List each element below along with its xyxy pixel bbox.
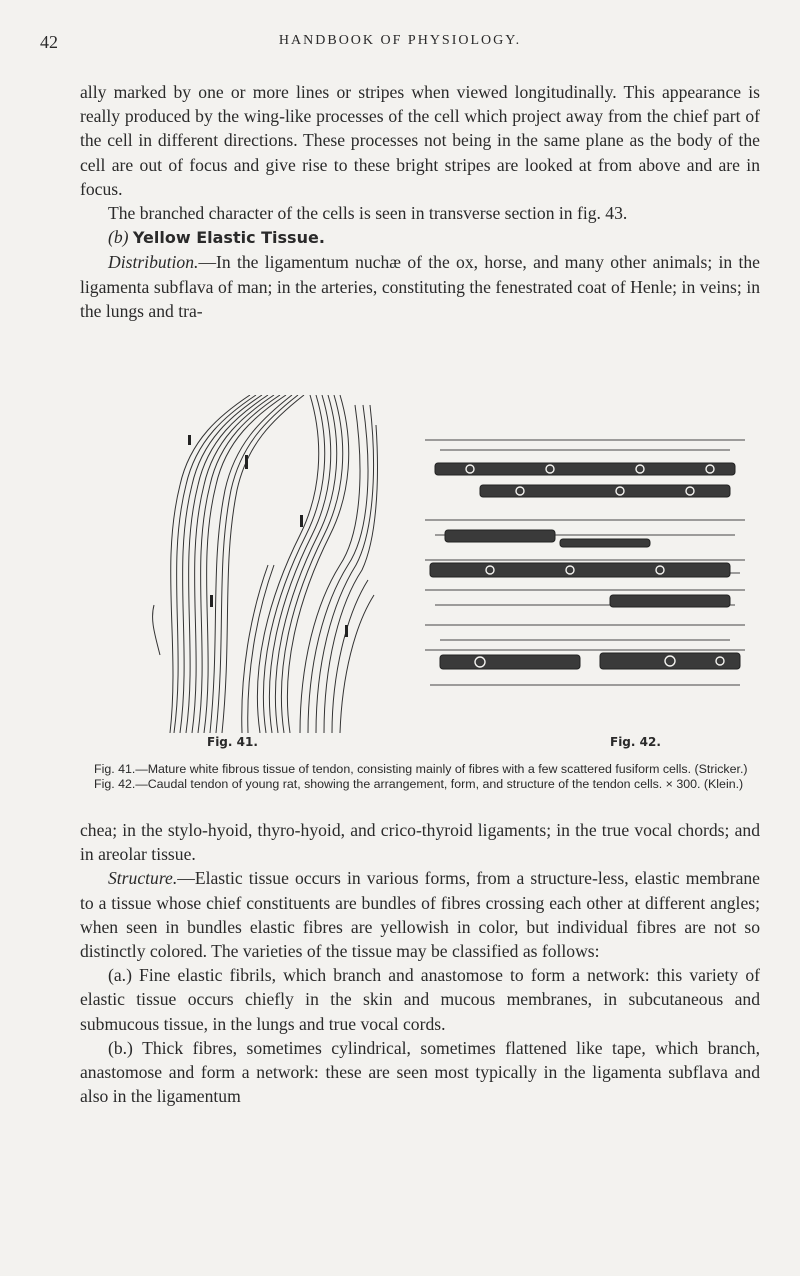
- paragraph-distribution: [80, 250, 760, 323]
- fig41-caption: Fig. 41.—Mature white fibrous tissue of tendon, consisting mainly of fibres with a few scattered fusiform cells. (Stricker.): [94, 762, 748, 776]
- paragraph-structure: [80, 866, 760, 963]
- paragraph-wing-processes: ally marked by one or more lines or stripes when viewed longitudinally. This appearance is really produced by the wing-like processes of the cell which project away from the chief part of the cell in different directions. These processes not being in the same plane as the body of the cell are out of focus and give rise to these bright stripes are looked at from above and are in focus.: [80, 82, 760, 199]
- paragraph-continuation: chea; in the stylo-hyoid, thyro-hyoid, and crico-thyroid ligaments; in the true vocal chords; and in areolar tissue.: [80, 820, 760, 865]
- distribution-text: —In the ligamentum nuchæ of the ox, horse, and many other animals; in the ligamenta subflava of man; in the arteries, constituting the fenestrated coat of Henle; in veins; in the lungs and tra-: [80, 252, 760, 321]
- text-block-top: [80, 80, 760, 323]
- figure-captions: [80, 762, 760, 792]
- fig42-label: Fig. 42.: [610, 735, 661, 749]
- fig42-illustration: [420, 395, 750, 695]
- distribution-lead: Distribution.: [108, 252, 199, 273]
- fig41-illustration: [150, 395, 380, 733]
- paragraph-branched-cells: The branched character of the cells is seen in transverse section in fig. 43.: [108, 203, 628, 224]
- paragraph-variety-a: (a.) Fine elastic fibrils, which branch and anastomose to form a network: this variety of elastic tissue occurs chiefly in the skin and mucous membranes, in subcutaneous and submucous tissue, in the lungs and true vocal cords.: [80, 965, 760, 1034]
- page-number: 42: [40, 32, 58, 52]
- paragraph-variety-b: (b.) Thick fibres, sometimes cylindrical, sometimes flattened like tape, which branch, anastomose and form a network: these are seen most typically in the ligamenta subflava and also in the ligamentum: [80, 1037, 760, 1107]
- structure-lead: Structure.: [108, 868, 178, 889]
- section-heading: [80, 225, 760, 250]
- page-header: [40, 32, 760, 56]
- fig41-label: Fig. 41.: [207, 735, 258, 749]
- figure-area: [150, 395, 750, 749]
- section-heading-title: Yellow Elastic Tissue.: [132, 228, 325, 248]
- running-head: HANDBOOK OF PHYSIOLOGY.: [278, 33, 522, 48]
- fig42-caption: Fig. 42.—Caudal tendon of young rat, showing the arrangement, form, and structure of the tendon cells. × 300. (Klein.): [94, 776, 744, 791]
- structure-text: —Elastic tissue occurs in various forms, from a structure-less, elastic membrane to a tissue whose chief constituents are bundles of fibres crossing each other at different angles; when seen in bundles elastic fibres are yellowish in color, but individual fibres are not so distinctly colored. The varieties of the tissue may be classified as follows:: [80, 868, 760, 962]
- text-block-bottom: [80, 818, 760, 1108]
- section-heading-marker: (b): [108, 227, 129, 248]
